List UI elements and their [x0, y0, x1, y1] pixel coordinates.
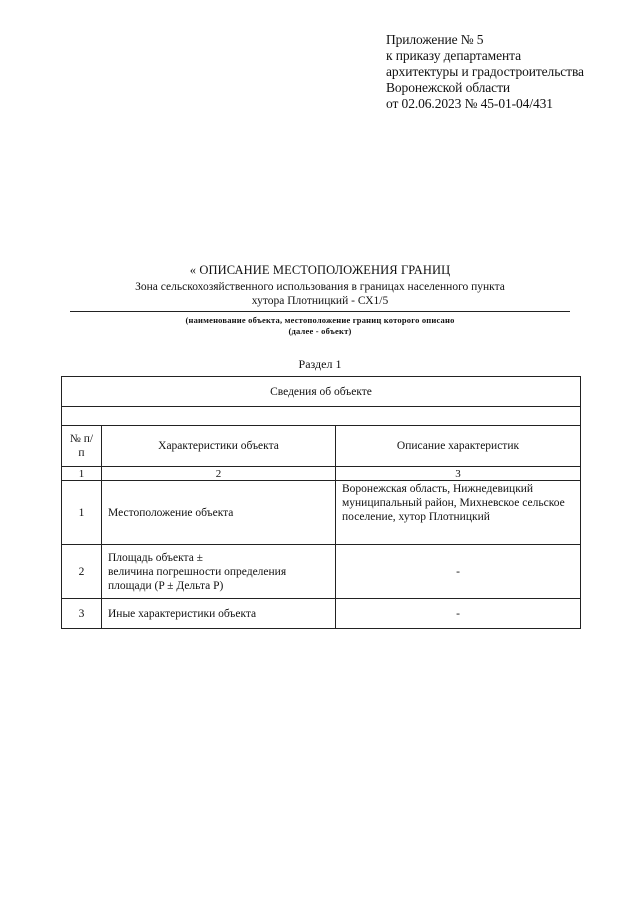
appendix-line: Приложение № 5	[386, 32, 484, 47]
table-caption: Сведения об объекте	[62, 377, 581, 407]
header-description: Описание характеристик	[336, 426, 581, 467]
table-blank-cell	[62, 407, 581, 426]
object-name-line: Зона сельскохозяйственного использования в границах населенного пункта	[135, 281, 505, 293]
row-num: 1	[62, 481, 102, 545]
row-characteristic-line: площади (P ± Дельта P)	[108, 579, 224, 592]
object-name	[70, 280, 570, 308]
column-number: 3	[336, 467, 581, 481]
title-note-line: (наименование объекта, местоположение границ которого описано	[185, 315, 455, 325]
title-note-line: (далее - объект)	[288, 326, 352, 336]
row-description: Воронежская область, Нижнедевицкий муниципальный район, Михневское сельское поселение, хутор Плотницкий	[336, 481, 581, 545]
table-row	[62, 545, 581, 599]
row-num: 2	[62, 545, 102, 599]
table-header-row	[62, 426, 581, 467]
document-title: « ОПИСАНИЕ МЕСТОПОЛОЖЕНИЯ ГРАНИЦ	[189, 263, 451, 277]
row-characteristic	[102, 545, 336, 599]
table-row	[62, 481, 581, 545]
row-characteristic: Иные характеристики объекта	[102, 599, 336, 629]
row-characteristic-line: Площадь объекта ±	[108, 551, 203, 564]
appendix-line: к приказу департамента	[386, 48, 521, 63]
appendix-line: Воронежской области	[386, 80, 510, 95]
header-num: № п/п	[62, 426, 102, 467]
table-caption-row	[62, 377, 581, 407]
table-blank-row	[62, 407, 581, 426]
row-description: -	[336, 545, 581, 599]
column-number: 1	[62, 467, 102, 481]
column-number: 2	[102, 467, 336, 481]
title-underline	[70, 311, 570, 312]
appendix-block	[386, 32, 584, 112]
appendix-line: архитектуры и градостроительства	[386, 64, 584, 79]
document-title-block	[70, 262, 570, 337]
row-description: -	[336, 599, 581, 629]
table-column-numbers-row	[62, 467, 581, 481]
object-info-table	[61, 376, 581, 629]
header-characteristic: Характеристики объекта	[102, 426, 336, 467]
row-characteristic-line: величина погрешности определения	[108, 565, 287, 578]
row-characteristic: Местоположение объекта	[102, 481, 336, 545]
section-heading: Раздел 1	[298, 357, 342, 371]
object-name-line: хутора Плотницкий - СХ1/5	[251, 295, 389, 307]
title-note	[70, 315, 570, 337]
row-num: 3	[62, 599, 102, 629]
appendix-line: от 02.06.2023 № 45-01-04/431	[386, 96, 553, 111]
table-row	[62, 599, 581, 629]
